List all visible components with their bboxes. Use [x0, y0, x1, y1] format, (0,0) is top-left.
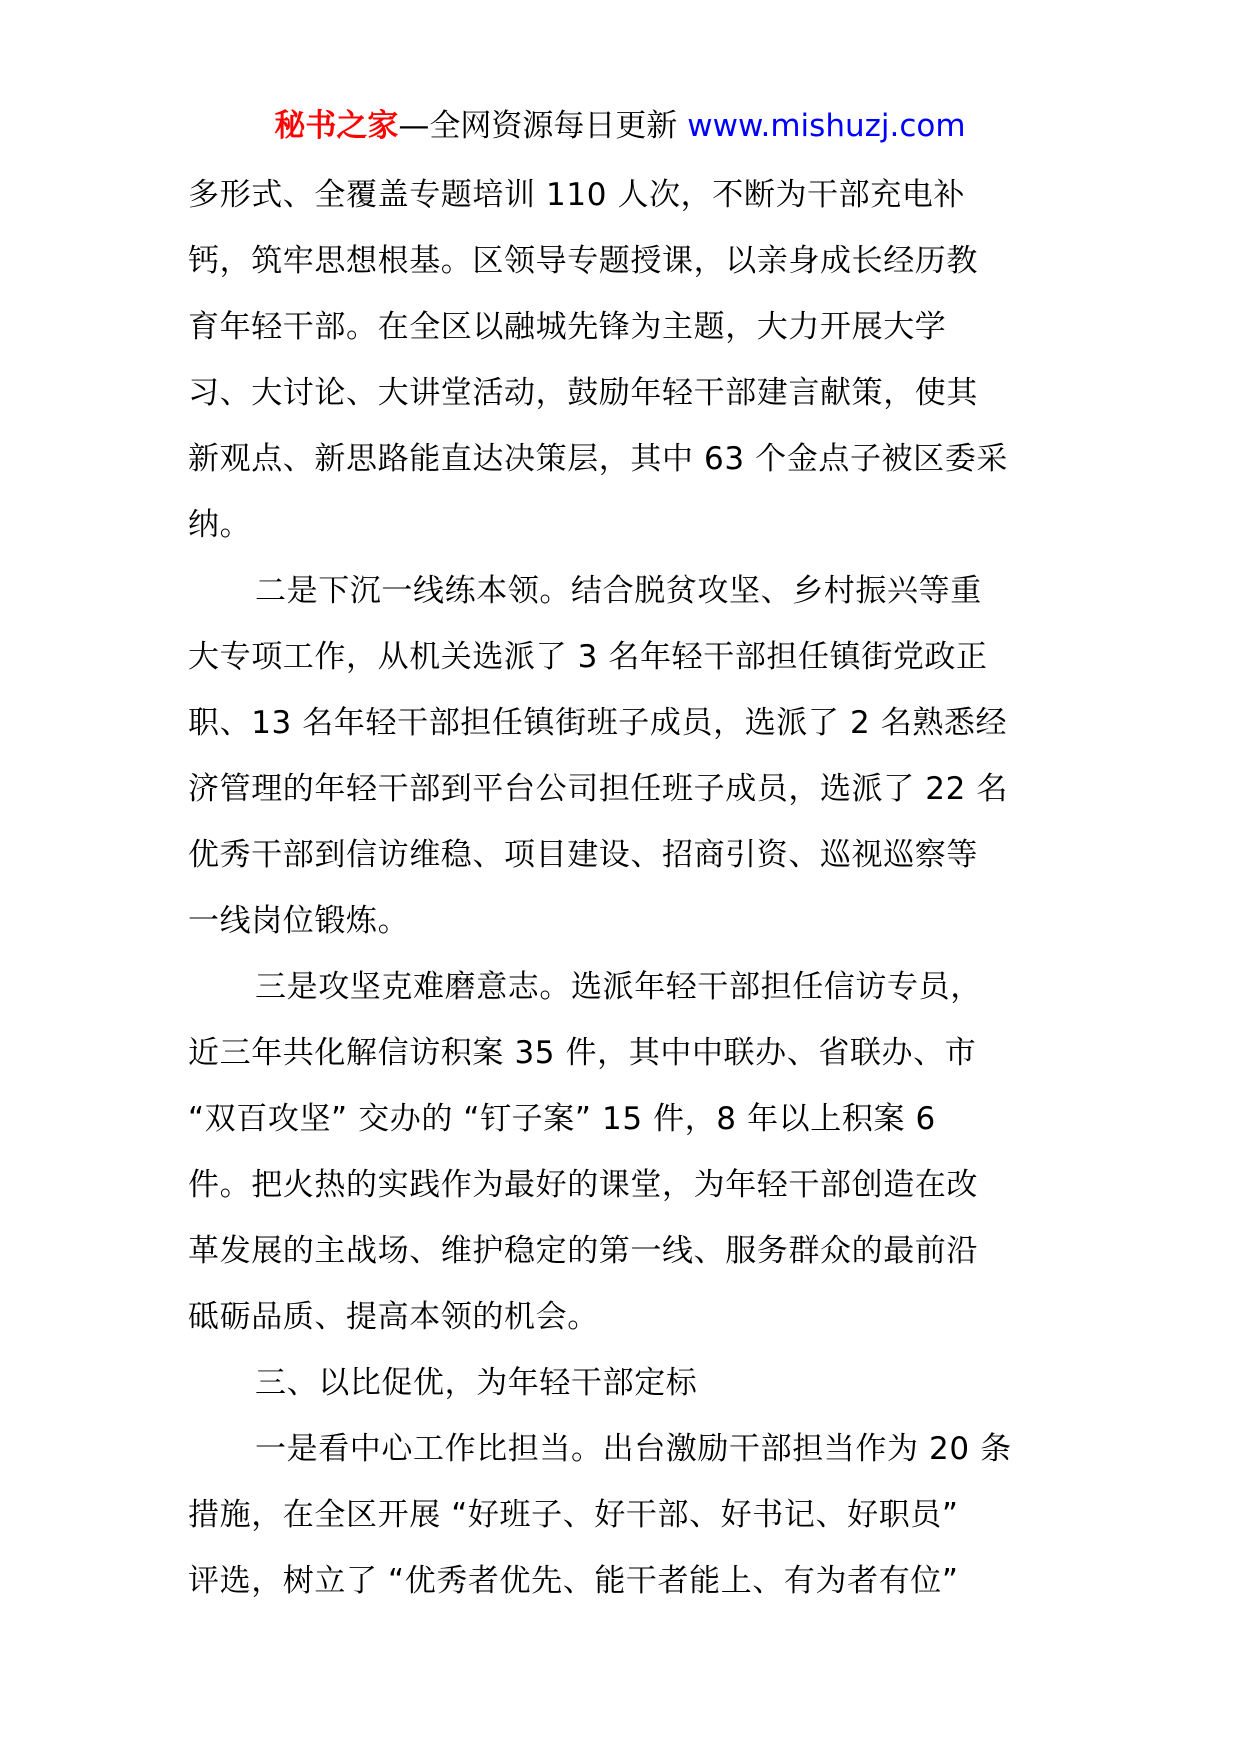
site-slogan: —全网资源每日更新 — [398, 108, 688, 144]
text-line: 近三年共化解信访积案 35 件，其中中联办、省联办、市 — [188, 1035, 977, 1071]
document-body — [188, 162, 1068, 1614]
site-brand: 秘书之家 — [274, 108, 399, 144]
text-line: 一线岗位锻炼。 — [188, 903, 410, 939]
text-line: 多形式、全覆盖专题培训 110 人次，不断为干部充电补 — [188, 177, 966, 213]
text-line: 职、13 名年轻干部担任镇街班子成员，选派了 2 名熟悉经 — [188, 705, 1008, 741]
text-line: “双百攻坚” 交办的 “钉子案” 15 件，8 年以上积案 6 — [188, 1101, 936, 1137]
text-line: 育年轻干部。在全区以融城先锋为主题，大力开展大学 — [188, 309, 947, 345]
text-line: 革发展的主战场、维护稳定的第一线、服务群众的最前沿 — [188, 1233, 978, 1269]
site-url-link[interactable]: www.mishuzj.com — [687, 108, 966, 144]
text-line: 习、大讨论、大讲堂活动，鼓励年轻干部建言献策，使其 — [188, 375, 978, 411]
text-line: 件。把火热的实践作为最好的课堂，为年轻干部创造在改 — [188, 1167, 978, 1203]
text-line: 措施，在全区开展 “好班子、好干部、好书记、好职员” — [188, 1497, 959, 1533]
text-line: 新观点、新思路能直达决策层，其中 63 个金点子被区委采 — [188, 441, 1008, 477]
text-line: 钙，筑牢思想根基。区领导专题授课，以亲身成长经历教 — [188, 243, 978, 279]
text-line: 优秀干部到信访维稳、项目建设、招商引资、巡视巡察等 — [188, 837, 978, 873]
text-line: 三是攻坚克难磨意志。选派年轻干部担任信访专员， — [255, 969, 982, 1005]
text-line: 评选，树立了 “优秀者优先、能干者能上、有为者有位” — [188, 1563, 959, 1599]
text-line: 大专项工作，从机关选派了 3 名年轻干部担任镇街党政正 — [188, 639, 988, 675]
text-line: 三、以比促优，为年轻干部定标 — [255, 1365, 698, 1401]
text-line: 济管理的年轻干部到平台公司担任班子成员，选派了 22 名 — [188, 771, 1008, 807]
site-header — [0, 104, 1240, 148]
text-line: 一是看中心工作比担当。出台激励干部担当作为 20 条 — [255, 1431, 1012, 1467]
text-line: 纳。 — [188, 507, 252, 543]
text-line: 砥砺品质、提高本领的机会。 — [188, 1299, 599, 1335]
text-line: 二是下沉一线练本领。结合脱贫攻坚、乡村振兴等重 — [255, 573, 982, 609]
